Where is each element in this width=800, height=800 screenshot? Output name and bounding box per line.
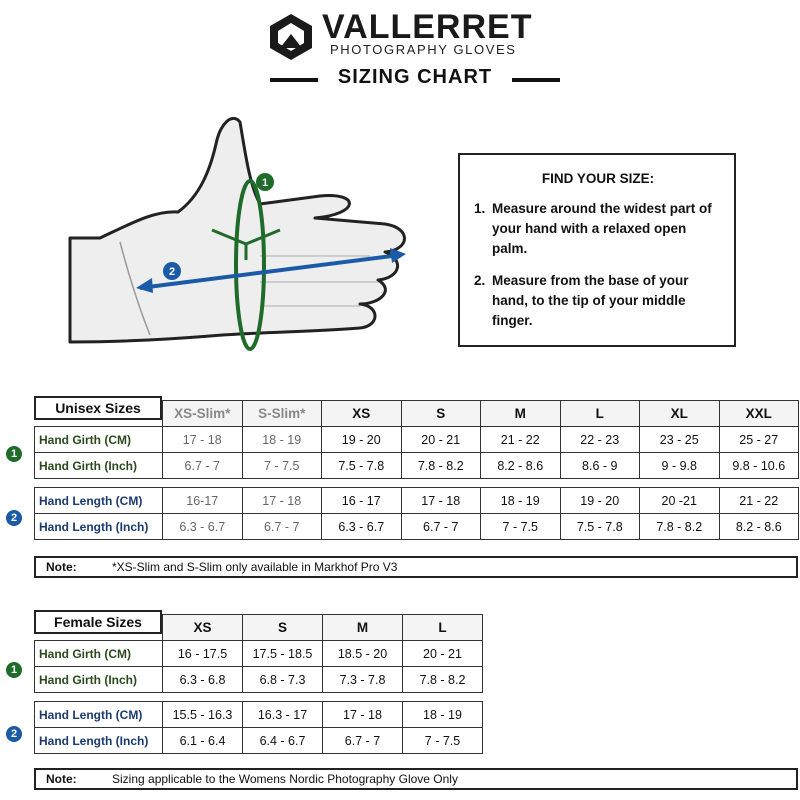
size-header: L <box>403 615 483 641</box>
table-cell: 19 - 20 <box>322 427 402 453</box>
instructions-box <box>458 153 736 347</box>
instruction-step <box>474 199 722 259</box>
table-cell: 6.3 - 6.7 <box>163 514 243 540</box>
table-cell: 8.2 - 8.6 <box>719 514 799 540</box>
table-cell: 6.1 - 6.4 <box>163 728 243 754</box>
title-rule-right <box>512 78 560 82</box>
size-header: M <box>323 615 403 641</box>
table-cell: 6.7 - 7 <box>323 728 403 754</box>
page-title: SIZING CHART <box>337 66 493 88</box>
table-cell: 17 - 18 <box>401 488 481 514</box>
row-label: Hand Length (Inch) <box>35 514 163 540</box>
note-text: *XS-Slim and S-Slim only available in Markhof Pro V3 <box>112 560 398 574</box>
table-cell: 18 - 19 <box>403 702 483 728</box>
table-cell: 17 - 18 <box>163 427 243 453</box>
row-label: Hand Length (CM) <box>35 702 163 728</box>
table-cell: 20 -21 <box>640 488 720 514</box>
table-row <box>35 427 799 453</box>
size-header: S <box>401 401 481 427</box>
table-cell: 6.8 - 7.3 <box>243 667 323 693</box>
table-cell: 6.3 - 6.7 <box>322 514 402 540</box>
table-cell: 7 - 7.5 <box>242 453 322 479</box>
table-cell: 22 - 23 <box>560 427 640 453</box>
size-header: XXL <box>719 401 799 427</box>
table-row <box>35 453 799 479</box>
table-cell: 7.8 - 8.2 <box>640 514 720 540</box>
table-cell: 17 - 18 <box>323 702 403 728</box>
table-cell: 6.4 - 6.7 <box>243 728 323 754</box>
table-cell: 21 - 22 <box>481 427 561 453</box>
brand-subtitle: PHOTOGRAPHY GLOVES <box>330 42 517 57</box>
unisex-note <box>34 556 798 578</box>
table-cell: 21 - 22 <box>719 488 799 514</box>
table-cell: 16 - 17 <box>322 488 402 514</box>
table-cell: 17.5 - 18.5 <box>243 641 323 667</box>
length-arrowhead-right <box>390 248 406 263</box>
size-header: XS <box>322 401 402 427</box>
table-cell: 25 - 27 <box>719 427 799 453</box>
table-cell: 7 - 7.5 <box>481 514 561 540</box>
table-cell: 18 - 19 <box>481 488 561 514</box>
table-cell: 7.3 - 7.8 <box>323 667 403 693</box>
size-header: S-Slim* <box>242 401 322 427</box>
size-header: M <box>481 401 561 427</box>
brand-logo-icon <box>266 12 316 62</box>
size-header: L <box>560 401 640 427</box>
table-row <box>35 514 799 540</box>
instruction-step <box>474 271 722 331</box>
table-cell: 20 - 21 <box>401 427 481 453</box>
size-header: S <box>243 615 323 641</box>
girth-marker-badge: 1 <box>6 662 22 678</box>
table-cell: 16 - 17.5 <box>163 641 243 667</box>
step-text: Measure from the base of your hand, to the tip of your middle finger. <box>492 273 689 328</box>
table-cell: 16-17 <box>163 488 243 514</box>
size-header: XL <box>640 401 720 427</box>
length-marker-badge: 2 <box>6 510 22 526</box>
table-cell: 9.8 - 10.6 <box>719 453 799 479</box>
instructions-title: FIND YOUR SIZE: <box>541 171 655 186</box>
table-cell: 19 - 20 <box>560 488 640 514</box>
table-cell: 7.8 - 8.2 <box>403 667 483 693</box>
table-cell: 7.8 - 8.2 <box>401 453 481 479</box>
girth-marker-label: 1 <box>261 177 269 189</box>
table-spacer <box>35 479 799 488</box>
note-label: Note: <box>46 772 77 786</box>
table-cell: 16.3 - 17 <box>243 702 323 728</box>
note-text: Sizing applicable to the Womens Nordic Photography Glove Only <box>112 772 458 786</box>
table-cell: 18.5 - 20 <box>323 641 403 667</box>
table-cell: 6.7 - 7 <box>163 453 243 479</box>
title-row <box>270 66 560 92</box>
size-header: XS <box>163 615 243 641</box>
table-cell: 20 - 21 <box>403 641 483 667</box>
table-cell: 7 - 7.5 <box>403 728 483 754</box>
row-label: Hand Girth (Inch) <box>35 453 163 479</box>
row-label: Hand Length (CM) <box>35 488 163 514</box>
table-spacer <box>35 693 483 702</box>
table-cell: 8.2 - 8.6 <box>481 453 561 479</box>
hand-diagram <box>60 110 450 370</box>
step-number: 1. <box>474 201 486 216</box>
girth-marker-badge: 1 <box>6 446 22 462</box>
table-cell: 6.7 - 7 <box>401 514 481 540</box>
length-marker-label: 2 <box>168 266 176 278</box>
female-note <box>34 768 798 790</box>
unisex-sizes-label: Unisex Sizes <box>34 396 162 420</box>
brand-name: VALLERRET <box>322 8 533 46</box>
row-label: Hand Length (Inch) <box>35 728 163 754</box>
table-row <box>35 667 483 693</box>
size-header: XS-Slim* <box>163 401 243 427</box>
step-text: Measure around the widest part of your hand with a relaxed open palm. <box>492 201 712 256</box>
row-label: Hand Girth (Inch) <box>35 667 163 693</box>
table-cell: 6.3 - 6.8 <box>163 667 243 693</box>
note-label: Note: <box>46 560 77 574</box>
table-cell: 17 - 18 <box>242 488 322 514</box>
table-cell: 7.5 - 7.8 <box>322 453 402 479</box>
table-row <box>35 641 483 667</box>
table-cell: 7.5 - 7.8 <box>560 514 640 540</box>
row-label: Hand Girth (CM) <box>35 641 163 667</box>
unisex-size-table <box>34 400 799 540</box>
title-rule-left <box>270 78 318 82</box>
table-row <box>35 488 799 514</box>
table-cell: 6.7 - 7 <box>242 514 322 540</box>
row-label: Hand Girth (CM) <box>35 427 163 453</box>
table-cell: 15.5 - 16.3 <box>163 702 243 728</box>
length-marker-badge: 2 <box>6 726 22 742</box>
table-cell: 18 - 19 <box>242 427 322 453</box>
table-cell: 9 - 9.8 <box>640 453 720 479</box>
table-cell: 23 - 25 <box>640 427 720 453</box>
female-sizes-label: Female Sizes <box>34 610 162 634</box>
step-number: 2. <box>474 273 486 288</box>
table-row <box>35 702 483 728</box>
table-row <box>35 728 483 754</box>
table-cell: 8.6 - 9 <box>560 453 640 479</box>
female-size-table <box>34 614 483 754</box>
